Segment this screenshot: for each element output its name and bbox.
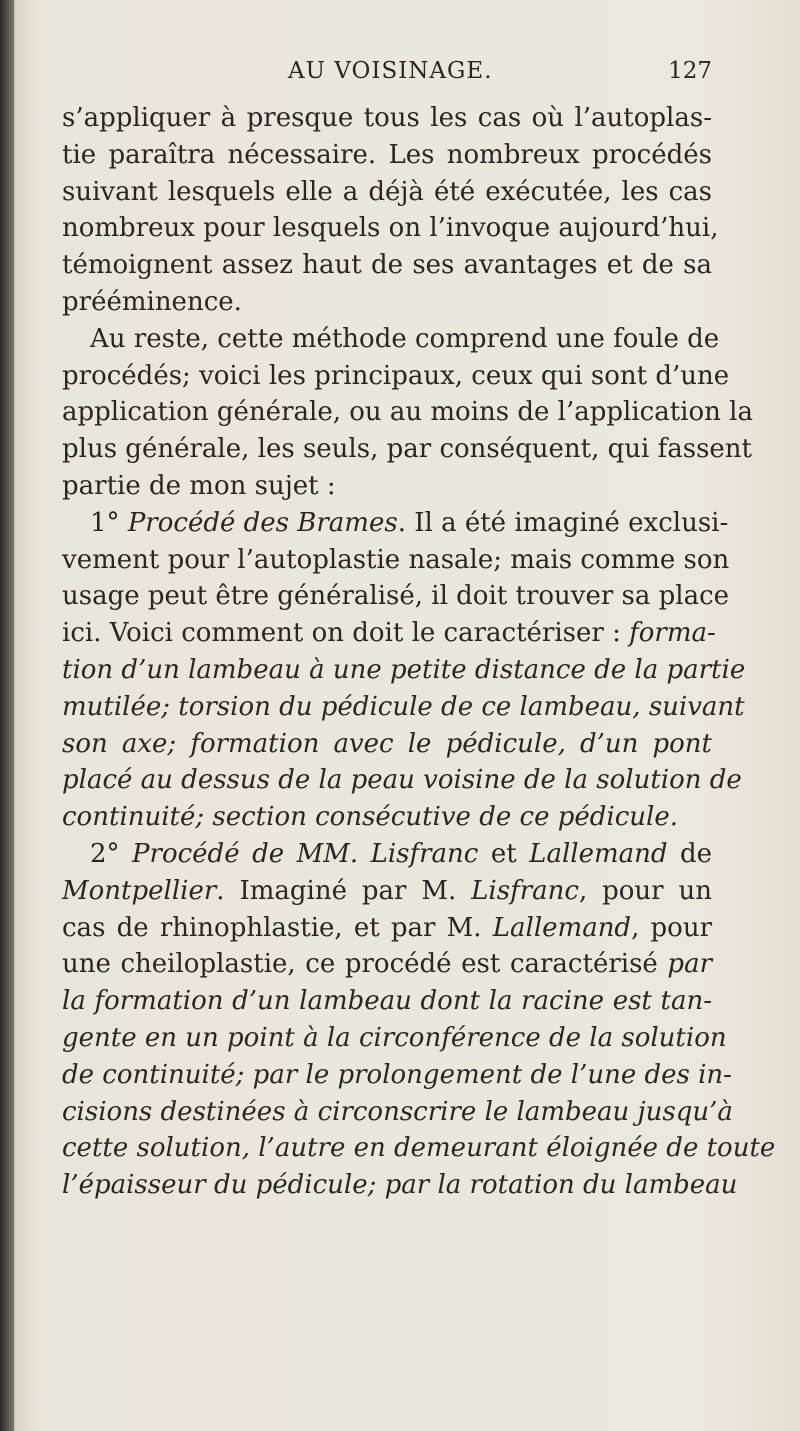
text-line: Au reste, cette méthode comprend une foule de [90,323,720,354]
text-line: la formation d’un lambeau dont la racine est tan- [62,986,712,1017]
text-line: suivant lesquels elle a déjà été exécutée, les cas [62,176,712,207]
text-line: placé au dessus de la peau voisine de la solution de [62,765,742,796]
text-line: tie paraîtra nécessaire. Les nombreux procédés [62,139,712,170]
text-line: tion d’un lambeau à une petite distance de la partie [62,654,746,685]
text-line: son axe; formation avec le pédicule, d’un pont [62,728,712,759]
text-line: mutilée; torsion du pédicule de ce lambeau, suivant [62,691,745,722]
text-line: plus générale, les seuls, par conséquent, qui fassent [62,434,752,465]
running-head [62,58,712,88]
text-line: continuité; section consécutive de ce pédicule. [62,802,678,833]
page-number: 127 [668,58,712,84]
text-line: application générale, ou au moins de l’application la [62,397,753,428]
body-text [62,100,776,1204]
text-line: 2° Procédé de MM. Lisfranc et Lallemand de [90,838,713,869]
text-line: procédés; voici les principaux, ceux qui sont d’une [62,360,730,391]
text-line: vement pour l’autoplastie nasale; mais comme son [62,544,730,575]
book-gutter [0,0,14,1431]
text-line: de continuité; par le prolongement de l’une des in- [62,1059,732,1090]
text-line: prééminence. [62,286,242,317]
text-line: partie de mon sujet : [62,470,336,501]
text-line: gente en un point à la circonférence de la solution [62,1022,727,1053]
text-line: témoignent assez haut de ses avantages et de sa [62,250,712,281]
text-line: ici. Voici comment on doit le caractériser : forma- [62,618,716,649]
text-line: l’épaisseur du pédicule; par la rotation du lambeau [62,1170,738,1201]
text-line: 1° Procédé des Brames. Il a été imaginé exclusi- [90,507,729,538]
text-line: s’appliquer à presque tous les cas où l’autoplas- [62,103,712,133]
text-line: Montpellier. Imaginé par M. Lisfranc, pour un [62,875,712,906]
text-line: cette solution, l’autre en demeurant éloignée de toute [62,1133,776,1164]
text-line: une cheiloplastie, ce procédé est caractérisé par [62,949,712,980]
text-line: cas de rhinophlastie, et par M. Lallemand, pour [62,912,713,943]
text-line: cisions destinées à circonscrire le lambeau jusqu’à [62,1096,733,1127]
running-title: AU VOISINAGE. [288,58,493,84]
text-line: nombreux pour lesquels on l’invoque aujourd’hui, [62,213,719,244]
text-line: usage peut être généralisé, il doit trouver sa place [62,581,730,612]
